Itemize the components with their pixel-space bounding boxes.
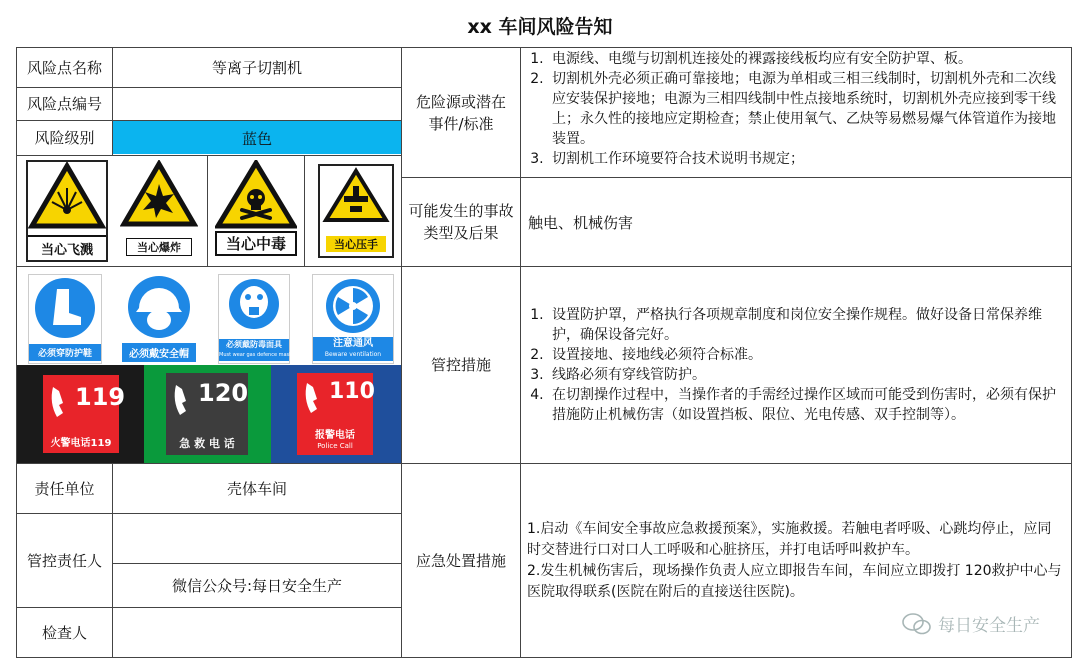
warning-sign-caption: 当心压手 xyxy=(326,236,386,252)
ventilation-icon xyxy=(313,275,393,337)
emergency-sign-panel xyxy=(166,373,248,455)
emergency-number: 119 xyxy=(75,383,126,411)
warning-sign-caption: 当心中毒 xyxy=(215,231,297,256)
responsible-unit-value: 壳体车间 xyxy=(226,480,287,498)
page-title: xx 车间风险告知 xyxy=(467,16,613,38)
mandatory-sign-caption xyxy=(313,337,393,361)
emergency-measures-label: 应急处置措施 xyxy=(415,551,506,570)
mandatory-sign-caption-cn: 注意通风 xyxy=(333,338,373,349)
mandatory-sign-caption: 必须戴安全帽 xyxy=(122,343,196,362)
warning-sign-caption: 当心爆炸 xyxy=(126,238,192,256)
phone-icon xyxy=(301,379,331,419)
warning-sign-explosion xyxy=(120,160,198,258)
control-item: 4. 在切割操作过程中，当操作者的手需经过操作区域而可能受到伤害时，必须有保护措施防止机械伤害（如设置挡板、限位、光电传感、双手控制等）。 xyxy=(548,385,1068,425)
emergency-sign-panel xyxy=(43,375,126,453)
crush-hand-icon xyxy=(320,166,392,226)
risk-point-name-value: 等离子切割机 xyxy=(211,59,302,77)
mandatory-sign-gas-mask xyxy=(218,274,293,364)
mandatory-sign-ventilation xyxy=(312,274,394,364)
emergency-sign-120 xyxy=(144,365,271,463)
hazard-item: 1. 电源线、电缆与切割机连接处的裸露接线板均应有安全防护罩、板。 xyxy=(548,49,1068,69)
emergency-caption: 火警电话119 xyxy=(50,438,112,449)
emergency-number: 120 xyxy=(198,379,249,407)
wechat-icon xyxy=(902,612,932,636)
wechat-account-text: 微信公众号:每日安全生产 xyxy=(171,577,343,595)
emergency-sign-110 xyxy=(271,365,401,463)
emergency-measure-line: 1.启动《车间安全事故应急救援预案》，实施救援。若触电者呼吸、心跳均停止，应同时交替进行口对口人工呼吸和心脏挤压，并打电话呼叫救护车。 xyxy=(527,520,1052,558)
warning-sign-caption: 当心飞溅 xyxy=(28,235,106,258)
mandatory-sign-boots xyxy=(28,274,102,364)
hazard-content xyxy=(522,49,1068,177)
emergency-caption-en: Police Call xyxy=(317,442,353,450)
risk-point-name-label: 风险点名称 xyxy=(26,58,102,77)
control-item: 1. 设置防护罩，严格执行各项规章制度和岗位安全操作规程。做好设备日常保养维护，确保设备完好。 xyxy=(548,305,1068,345)
risk-point-code-value xyxy=(113,88,401,120)
emergency-sign-panel xyxy=(297,373,373,455)
emergency-caption xyxy=(297,430,373,452)
risk-point-code-label: 风险点编号 xyxy=(26,95,102,113)
boot-icon xyxy=(29,275,101,341)
watermark-text: 每日安全生产 xyxy=(938,616,1040,636)
control-label: 管控措施 xyxy=(430,356,491,374)
mandatory-sign-caption-en: Beware ventilation xyxy=(324,351,382,358)
responsible-unit-label: 责任单位 xyxy=(34,479,95,498)
mandatory-sign-caption-en: Must wear gas defence mask xyxy=(219,352,293,358)
mandatory-sign-caption xyxy=(219,339,293,361)
gas-mask-icon xyxy=(219,275,289,333)
emergency-caption: 急 救 电 话 xyxy=(179,437,235,450)
emergency-number: 110 xyxy=(329,379,375,404)
emergency-caption-cn: 报警电话 xyxy=(315,430,355,441)
mandatory-sign-helmet xyxy=(122,274,196,362)
phone-icon xyxy=(47,383,77,423)
accident-value: 触电、机械伤害 xyxy=(528,213,634,232)
control-item: 2. 设置接地、接地线必须符合标准。 xyxy=(548,345,1068,365)
splash-icon xyxy=(28,162,106,234)
inspector-label: 检查人 xyxy=(41,623,87,642)
helmet-icon xyxy=(122,274,196,340)
control-person-label: 管控责任人 xyxy=(26,551,102,570)
poison-icon xyxy=(215,160,297,230)
risk-level-value: 蓝色 xyxy=(241,129,272,148)
hazard-item: 2. 切割机外壳必须正确可靠接地；电源为单相或三相三线制时，切割机外壳和二次线应安装保护接地；电源为三相四线制中性点接地系统时，切割机外壳应接到零干线上；永久性的接地应定期检查；禁止使用氧气、乙炔等易燃易爆气体管道作为接地装置。 xyxy=(548,69,1068,149)
hazard-label: 危险源或潜在事件/标准 xyxy=(415,92,506,133)
warning-sign-poison xyxy=(215,160,297,258)
risk-level-label: 风险级别 xyxy=(34,129,95,147)
emergency-sign-119 xyxy=(17,365,144,463)
accident-label: 可能发生的事故类型及后果 xyxy=(408,202,514,242)
control-item: 3. 线路必须有穿线管防护。 xyxy=(548,365,1068,385)
mandatory-sign-caption-cn: 必须戴防毒面具 xyxy=(226,340,282,349)
control-person-value xyxy=(113,514,401,563)
watermark xyxy=(902,611,1040,636)
phone-icon xyxy=(170,381,200,421)
warning-sign-crush-hand xyxy=(318,164,394,258)
explosion-icon xyxy=(120,160,198,230)
control-content xyxy=(522,267,1068,463)
emergency-measure-line: 2.发生机械伤害后，现场操作负责人应立即报告车间，车间应立即拨打 120救护中心与医院取得联系(医院在附后的直接送往医院)。 xyxy=(527,562,1062,600)
warning-sign-splash xyxy=(26,160,108,262)
hazard-item: 3. 切割机工作环境要符合技术说明书规定； xyxy=(548,149,1068,169)
mandatory-sign-caption: 必须穿防护鞋 xyxy=(29,344,101,361)
inspector-value xyxy=(113,608,401,657)
